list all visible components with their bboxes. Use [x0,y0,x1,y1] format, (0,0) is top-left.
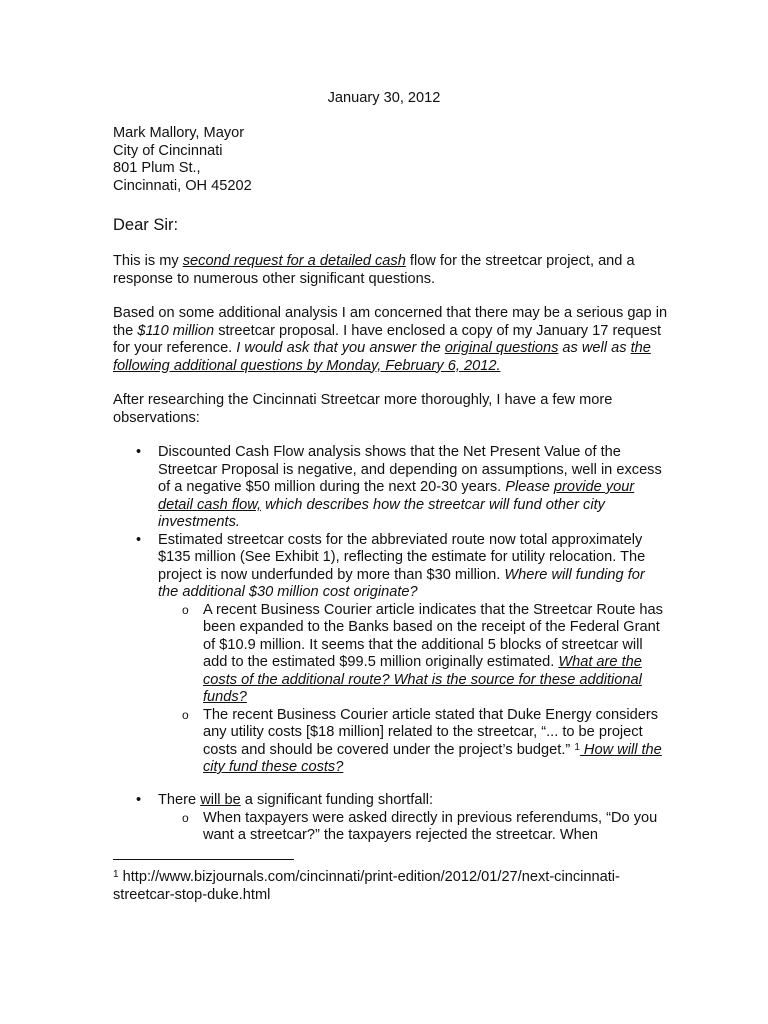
text-run-emphasis: second request for a detailed cash [182,253,406,269]
funding-list [0,792,768,845]
recipient-address [113,125,252,195]
list-item [0,444,663,532]
text-run: The recent Business Courier article stated that Duke Energy considers any utility costs [$18 million] related to the streetcar, “... to be project costs and should be covered under the project’s budget.” [203,706,659,758]
text-run: This is my [113,253,183,269]
bullet-icon: • [136,444,142,460]
paragraph-intro [113,253,673,288]
bullet-icon: • [136,792,142,808]
address-line: City of Cincinnati [113,142,223,159]
circle-bullet-icon: o [182,810,189,825]
text-run: A recent Business Courier article indicates that the Streetcar Route has been expanded to the Banks based on the receipt of the Federal Grant of $10.9 million. It seems that the additional 5 blocks of streetcar will add to the estimated $99.5 million originally estimated. [203,601,663,670]
list-item [0,792,663,810]
text-run-emphasis: the following additional questions by Monday, February 6, 2012. [113,340,651,374]
footnote-ref: 1 [574,741,580,753]
text-run: When taxpayers were asked directly in previous referendums, “Do you want a streetcar?” the taxpayers rejected the streetcar. When [203,809,658,843]
text-run-emphasis: $110 million [137,322,215,339]
text-run-emphasis: which describes how the streetcar will fund other city investments. [158,496,605,530]
footnote-text: http://www.bizjournals.com/cincinnati/print-edition/2012/01/27/next-cincinnati-streetcar-stop-duke.html [113,869,620,903]
text-run: Discounted Cash Flow analysis shows that the Net Present Value of the Streetcar Proposal is negative, and depending on assumptions, well in excess of a negative $50 million during the next 20-30 years. [158,444,662,495]
salutation: Dear Sir: [113,216,179,234]
text-run-emphasis: as well as [558,340,631,356]
text-run: a significant funding shortfall: [240,792,434,808]
text-run: There [158,792,201,808]
paragraph-analysis [113,305,673,375]
footnote [113,869,673,904]
address-line: Cincinnati, OH 45202 [113,177,252,194]
list-item [0,532,663,602]
address-line: 801 Plum St., [113,160,201,176]
text-run-emphasis: Please [505,479,554,495]
circle-bullet-icon: o [182,602,189,617]
bullet-icon: • [136,531,142,548]
text-run-emphasis: provide your detail cash flow, [158,479,635,513]
text-run: flow for the streetcar project, and a response to numerous other significant questions. [113,253,635,287]
text-run: Estimated streetcar costs for the abbreviated route now total approximately $135 million (See Exhibit 1), reflecting the estimate for utility relocation. The project is now underfunded by more than $30 million. [158,531,646,583]
paragraph-observations: After researching the Cincinnati Streetcar more thoroughly, I have a few more observations: [113,392,613,426]
observations-list [0,444,768,777]
footnote-divider [113,859,294,860]
text-run-emphasis: will be [200,792,241,808]
circle-bullet-icon: o [182,707,189,722]
text-run: Based on some additional analysis I am concerned that there may be a serious gap in the [113,305,668,339]
sub-list-item [0,707,663,777]
text-run-emphasis: What are the costs of the additional route? What is the source for these additional funds? [203,654,642,705]
text-run: streetcar proposal. I have enclosed a copy of my January 17 request for your reference. [113,322,662,356]
text-run-emphasis: How will the city fund these costs? [203,741,662,775]
sub-list-item [0,810,663,845]
sub-list-item [0,602,663,707]
text-run-emphasis: original questions [444,340,559,356]
letter-date: January 30, 2012 [327,90,441,106]
footnote-number: 1 [113,869,119,880]
text-run-emphasis: I would ask that you answer the [236,340,445,356]
address-line: Mark Mallory, Mayor [113,125,245,141]
text-run-emphasis: Where will funding for the additional $30 million cost originate? [158,566,645,600]
